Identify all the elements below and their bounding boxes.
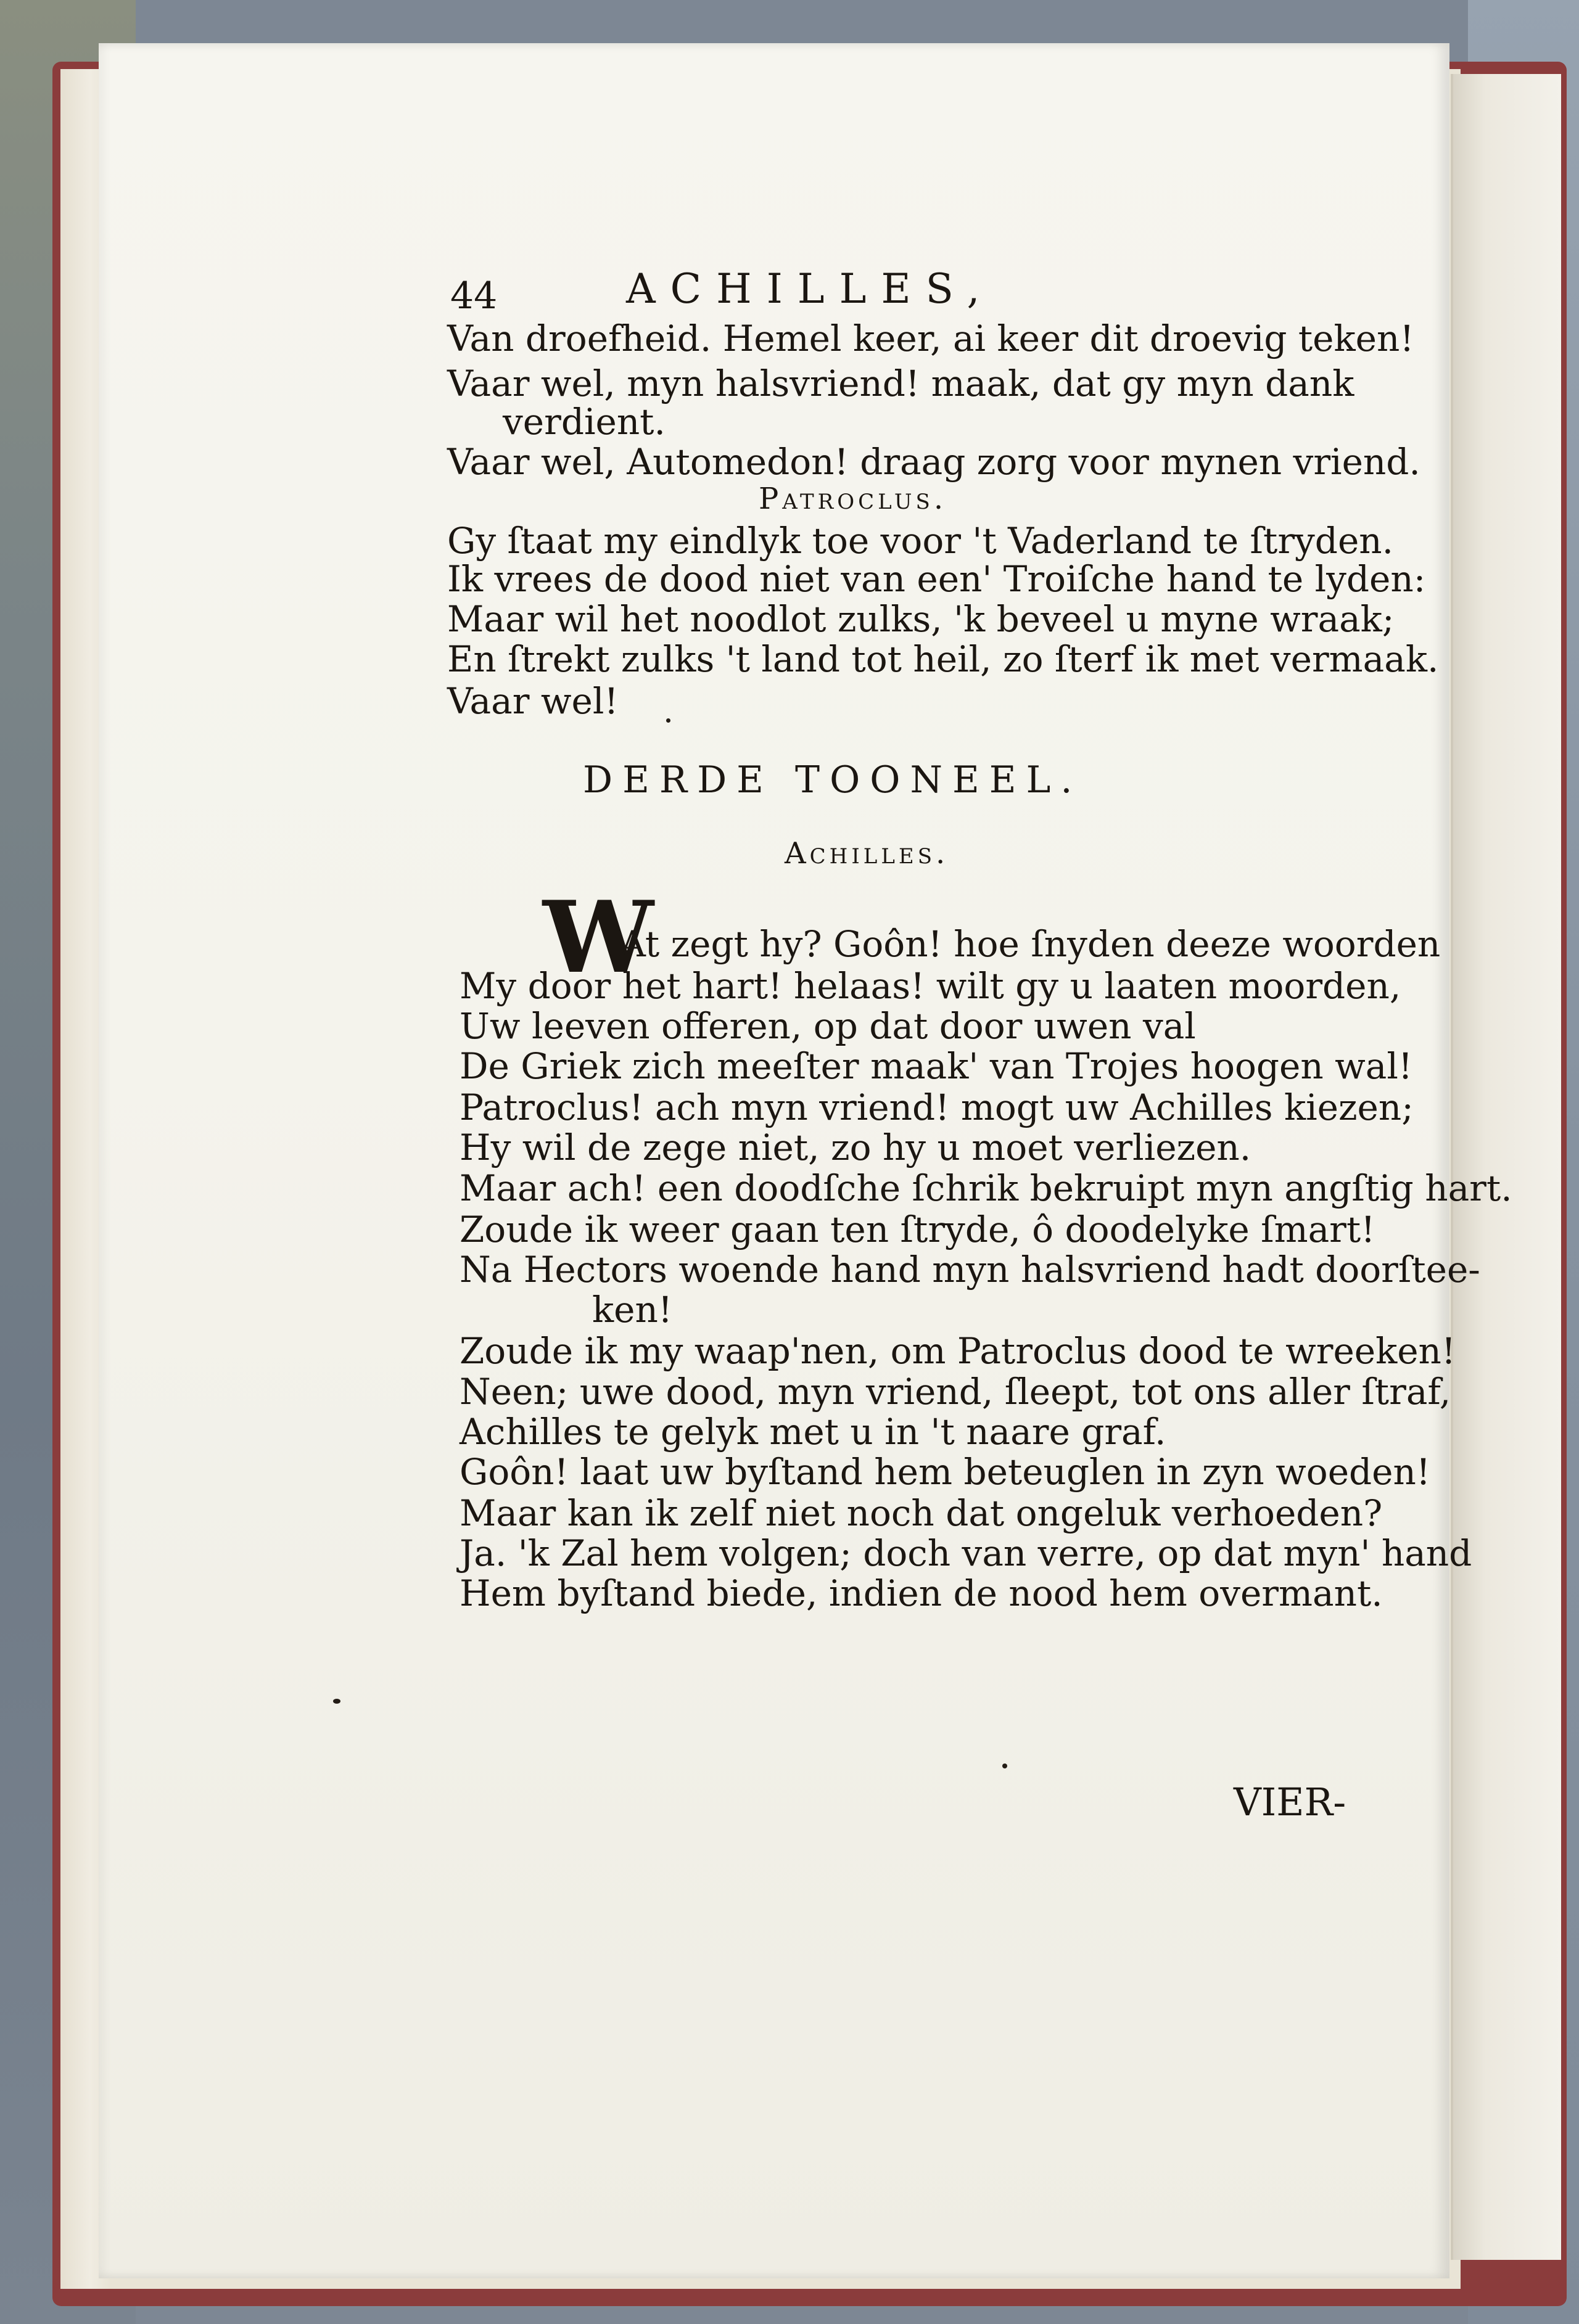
verse-line: De Griek zich meeſter maak' van Trojes hoogen wal! [460,1045,1413,1087]
verse-line: Achilles te gelyk met u in 't naare graf. [460,1411,1166,1453]
verse-line: Vaar wel! [447,680,619,722]
verse-line: Hy wil de zege niet, zo hy u moet verliezen. [460,1127,1251,1168]
ink-speck [666,718,670,723]
drop-cap: W [543,879,654,995]
verse-line-continuation: ken! [592,1289,673,1331]
verse-line: Zoude ik my waap'nen, om Patroclus dood te wreeken! [460,1330,1456,1372]
verse-line: Maar kan ik zelf niet noch dat ongeluk verhoeden? [460,1492,1383,1534]
ink-speck [1002,1764,1007,1768]
speaker-name: Achilles. [785,836,949,871]
verse-line: Uw leeven offeren, op dat door uwen val [460,1005,1196,1047]
verse-line: Zoude ik weer gaan ten ſtryde, ô doodelyke ſmart! [460,1209,1375,1250]
verse-line: Goôn! laat uw byſtand hem beteuglen in zyn woeden! [460,1451,1431,1493]
verse-line: Patroclus! ach myn vriend! mogt uw Achilles kiezen; [460,1086,1414,1128]
verse-line: At zegt hy? Goôn! hoe ſnyden deeze woorden [620,923,1441,965]
verse-line: Maar wil het noodlot zulks, 'k beveel u myne wraak; [447,598,1395,640]
verse-line-continuation: verdient. [503,401,666,443]
verse-line: Van droefheid. Hemel keer, ai keer dit droevig teken! [447,318,1414,359]
verse-line: Vaar wel, Automedon! draag zorg voor mynen vriend. [447,441,1420,483]
catchword: VIER- [1234,1780,1346,1825]
verse-line: Maar ach! een doodſche ſchrik bekruipt myn angſtig hart. [460,1167,1512,1209]
verse-line: Ja. 'k Zal hem volgen; doch van verre, op dat myn' hand [460,1532,1472,1574]
page-number: 44 [450,274,498,318]
verse-line: Ik vrees de dood niet van een' Troiſche hand te lyden: [447,558,1426,600]
verse-line: Na Hectors woende hand myn halsvriend hadt doorſtee- [460,1249,1480,1291]
verse-line: Gy ſtaat my eindlyk toe voor 't Vaderland te ſtryden. [447,520,1394,562]
verse-line: En ſtrekt zulks 't land tot heil, zo ſterf ik met vermaak. [447,638,1439,680]
running-head: ACHILLES, [626,265,995,313]
scene-title: DERDE TOONEEL. [583,758,1082,802]
speaker-name: Patroclus. [759,482,947,516]
verse-line: Hem byſtand biede, indien de nood hem overmant. [460,1572,1383,1614]
verse-line: Vaar wel, myn halsvriend! maak, dat gy myn dank [447,363,1354,404]
ink-speck [333,1699,340,1704]
verse-line: My door het hart! helaas! wilt gy u laaten moorden, [460,965,1401,1007]
verse-line: Neen; uwe dood, myn vriend, ſleept, tot ons aller ſtraf, [460,1371,1451,1413]
